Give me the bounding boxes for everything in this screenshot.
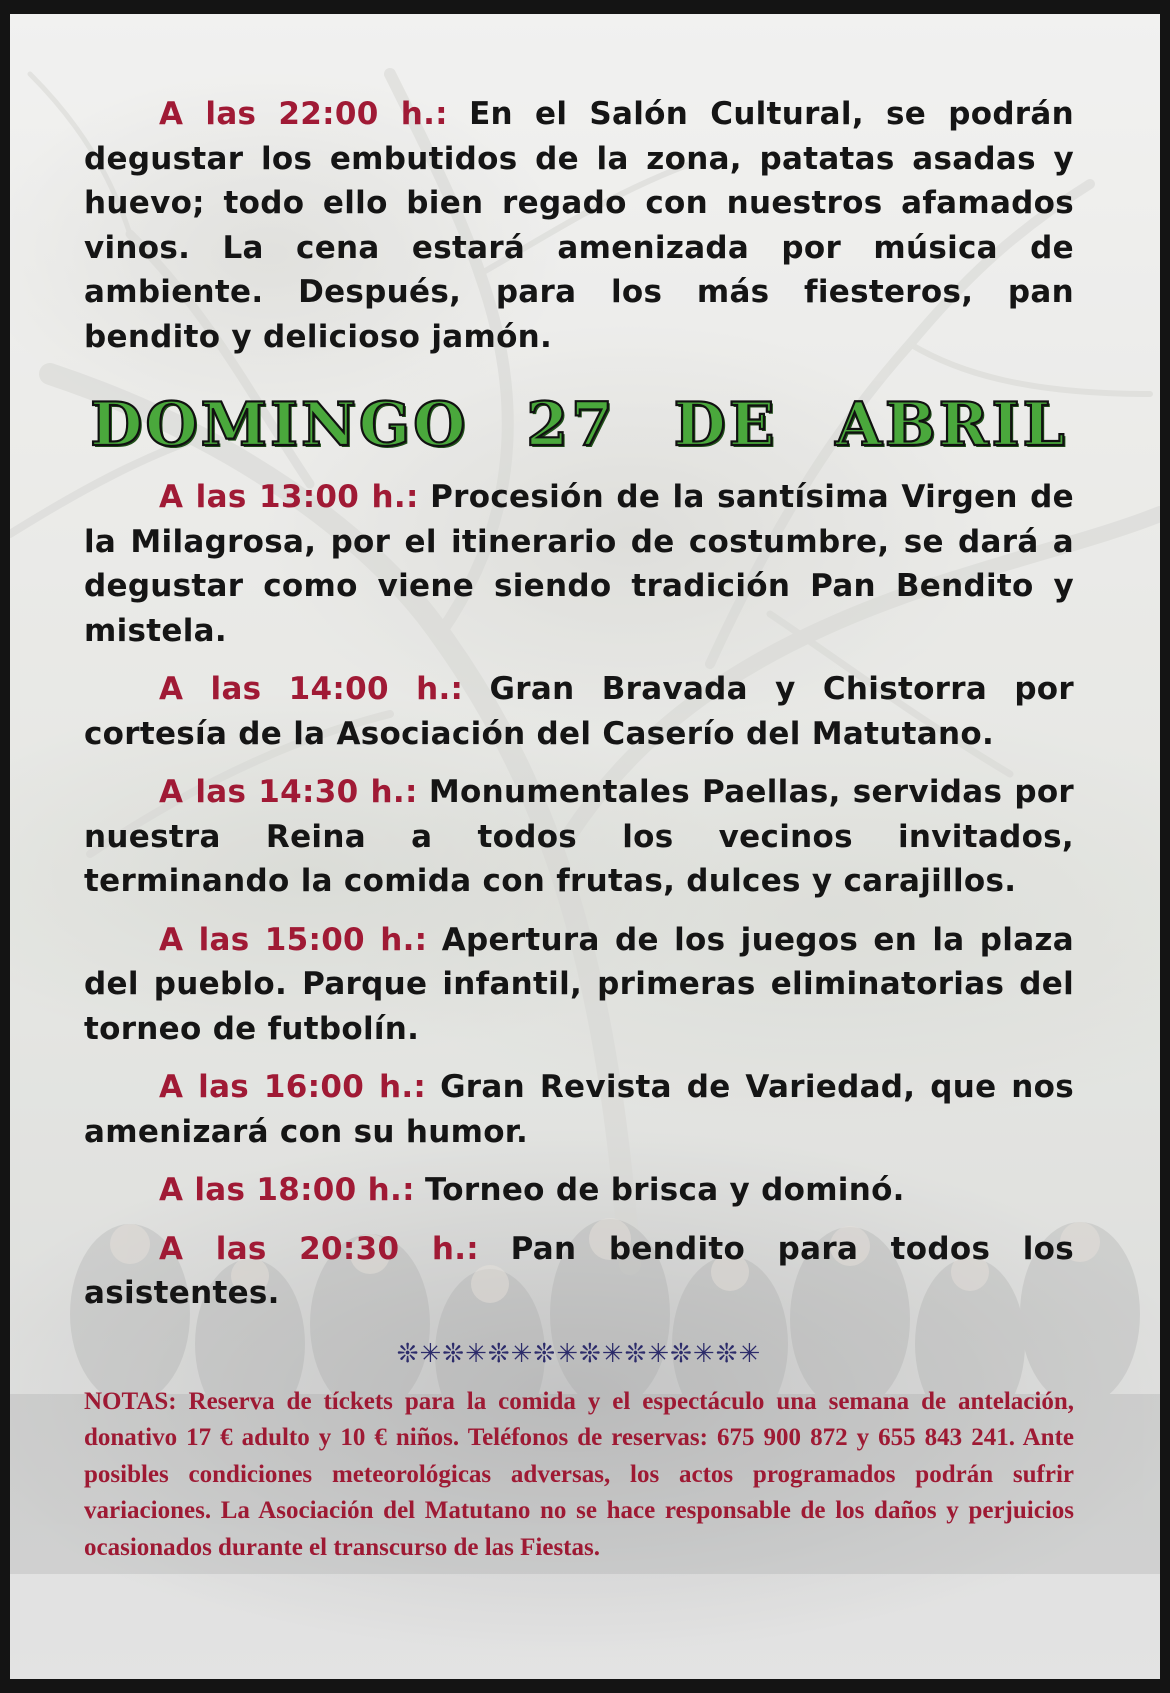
event-time: A las 15:00 h.: — [159, 921, 428, 958]
event-time: A las 14:00 h.: — [159, 671, 464, 707]
event-14-00 — [84, 667, 1074, 756]
event-description: Torneo de brisca y dominó. — [424, 1172, 905, 1208]
event-description: Procesión de la santísima Virgen de la Milagrosa, por el itinerario de costumbre, se dará a degustar como viene siendo tradición Pan Bendito y mistela. — [84, 479, 1075, 649]
day-heading: DOMINGO 27 DE ABRIL — [90, 390, 1068, 460]
decorative-divider: ❊✳❊✳❊✳❊✳❊✳❊✳❊✳❊✳ — [396, 1338, 762, 1369]
event-description: Apertura de los juegos en la plaza del pueblo. Parque infantil, primeras eliminatorias del torneo de futbolín. — [84, 921, 1074, 1047]
event-15-00 — [84, 918, 1074, 1052]
event-description: Gran Revista de Variedad, que nos amenizará con su humor. — [84, 1069, 1074, 1150]
poster-content — [84, 92, 1074, 1566]
event-description: Gran Bravada y Chistorra por cortesía de la Asociación del Caserío del Matutano. — [84, 671, 1074, 752]
event-time: A las 16:00 h.: — [159, 1069, 427, 1105]
event-description: Pan bendito para todos los asistentes. — [84, 1230, 1074, 1311]
event-time: A las 18:00 h.: — [159, 1172, 415, 1208]
event-description: Monumentales Paellas, servidas por nuestra Reina a todos los vecinos invitados, terminando la comida con frutas, dulces y carajillos. — [84, 774, 1074, 899]
event-20-30 — [84, 1227, 1074, 1316]
event-22-00 — [84, 92, 1074, 359]
event-16-00 — [84, 1065, 1074, 1154]
event-description: En el Salón Cultural, se podrán degustar los embutidos de la zona, patatas asadas y huevo; todo ello bien regado con nuestros afamados vinos. La cena estará amenizada por música de ambiente. Después, para los más fiesteros, pan bendito y delicioso jamón. — [84, 96, 1074, 355]
event-14-30 — [84, 770, 1074, 904]
event-time: A las 13:00 h.: — [159, 479, 419, 515]
event-time: A las 22:00 h.: — [159, 96, 448, 132]
poster-page — [10, 14, 1160, 1679]
event-18-00 — [84, 1168, 1074, 1213]
event-time: A las 20:30 h.: — [159, 1230, 479, 1267]
notes-paragraph: NOTAS: Reserva de tíckets para la comida y el espectáculo una semana de antelación, donativo 17 € adulto y 10 € niños. Teléfonos de reservas: 675 900 872 y 655 843 241. Ante posibles condiciones meteorológicas adversas, los actos programados podrán sufrir variaciones. La Asociación del Matutano no se hace responsable de los daños y perjuicios ocasionados durante el transcurso de las Fiestas. — [84, 1387, 1074, 1561]
event-time: A las 14:30 h.: — [159, 774, 418, 810]
event-13-00 — [84, 475, 1074, 653]
